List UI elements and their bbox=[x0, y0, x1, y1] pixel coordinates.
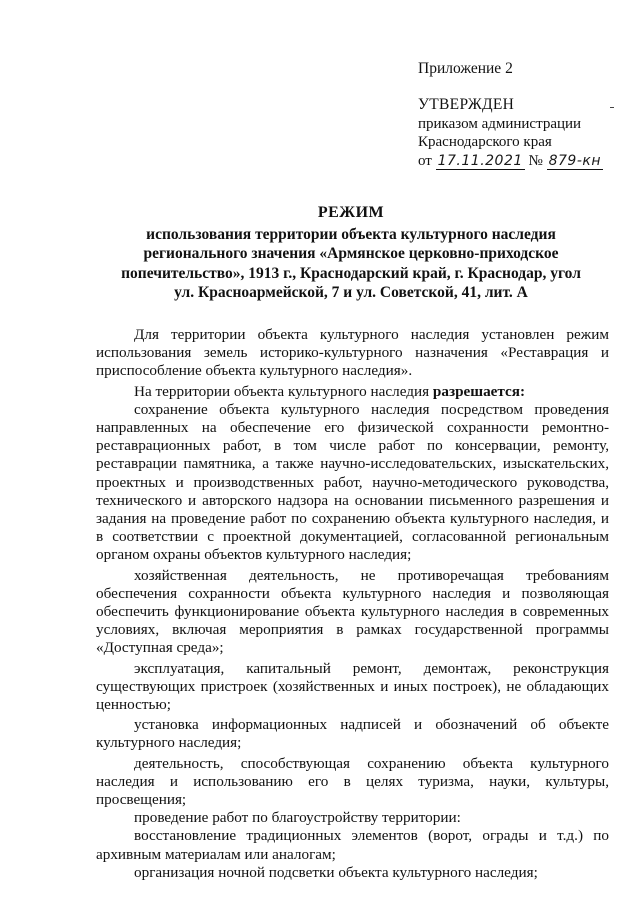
title-line-1: использования территории объекта культурного наследия bbox=[146, 225, 556, 243]
paragraph-preservation: сохранение объекта культурного наследия посредством проведения направленных на обеспечение его физической сохранности ремонтно-реставрационных работ, в том числе работ по консервации, ремонту, реставрации памятника, а также научно-исследовательских, изыскательских, проектных и производственных работ, научно-методического руководства, технического и авторского надзора на основании письменного разрешения и задания на проведение работ по сохранению объекта культурного наследия, и в соответствии с проектной документацией, согласованной региональным органом охраны объектов культурного наследия; bbox=[96, 400, 609, 564]
paragraph-allowed-heading bbox=[96, 383, 609, 401]
document-title bbox=[96, 203, 606, 303]
approval-block bbox=[418, 96, 603, 170]
date-prefix: от bbox=[418, 152, 432, 169]
number-prefix: № bbox=[528, 152, 543, 169]
paragraph-restoration-elements: восстановление традиционных элементов (ворот, ограды и т.д.) по архивным материалам или аналогам; bbox=[96, 827, 609, 863]
title-line-3: попечительство», 1913 г., Краснодарский край, г. Краснодар, угол bbox=[121, 264, 581, 282]
order-date-number-line bbox=[418, 152, 603, 171]
approved-label: УТВЕРЖДЕН bbox=[418, 96, 515, 113]
paragraph-tourism: деятельность, способствующая сохранению объекта культурного наследия и использованию его в целях туризма, науки, культуры, просвещения; bbox=[96, 754, 609, 809]
paragraph-exploitation: эксплуатация, капитальный ремонт, демонтаж, реконструкция существующих пристроек (хозяйственных и иных построек), не обладающих ценностью; bbox=[96, 659, 609, 714]
handwritten-number: 879-кн bbox=[548, 152, 601, 169]
paragraph-economic-activity: хозяйственная деятельность, не противоречащая требованиям обеспечения сохранности объекта культурного наследия и позволяющая обеспечить функционирование объекта культурного наследия в современных условиях, включая мероприятия в рамках государственной программы «Доступная среда»; bbox=[96, 566, 609, 657]
allowed-lead: На территории объекта культурного наследия bbox=[134, 382, 433, 400]
handwritten-date: 17.11.2021 bbox=[437, 152, 523, 169]
order-line-1: приказом администрации bbox=[418, 115, 582, 132]
paragraph-landscaping: проведение работ по благоустройству территории: bbox=[134, 809, 461, 827]
document-body bbox=[96, 326, 609, 882]
paragraph-night-lighting: организация ночной подсветки объекта культурного наследия; bbox=[134, 863, 538, 881]
scan-mark bbox=[610, 107, 614, 108]
title-line-4: ул. Красноармейской, 7 и ул. Советской, 41, лит. А bbox=[174, 284, 528, 301]
title-line-2: регионального значения «Армянское церковно-приходское bbox=[143, 245, 559, 262]
paragraph-regime-intro: Для территории объекта культурного наследия установлен режим использования земель историко-культурного назначения «Реставрация и приспособление объекта культурного наследия». bbox=[96, 326, 609, 380]
allowed-label: разрешается: bbox=[432, 382, 526, 400]
appendix-label: Приложение 2 bbox=[418, 60, 513, 77]
order-line-2: Краснодарского края bbox=[418, 134, 552, 150]
paragraph-info-signs: установка информационных надписей и обозначений об объекте культурного наследия; bbox=[96, 716, 609, 752]
title-heading: РЕЖИМ bbox=[317, 204, 385, 221]
